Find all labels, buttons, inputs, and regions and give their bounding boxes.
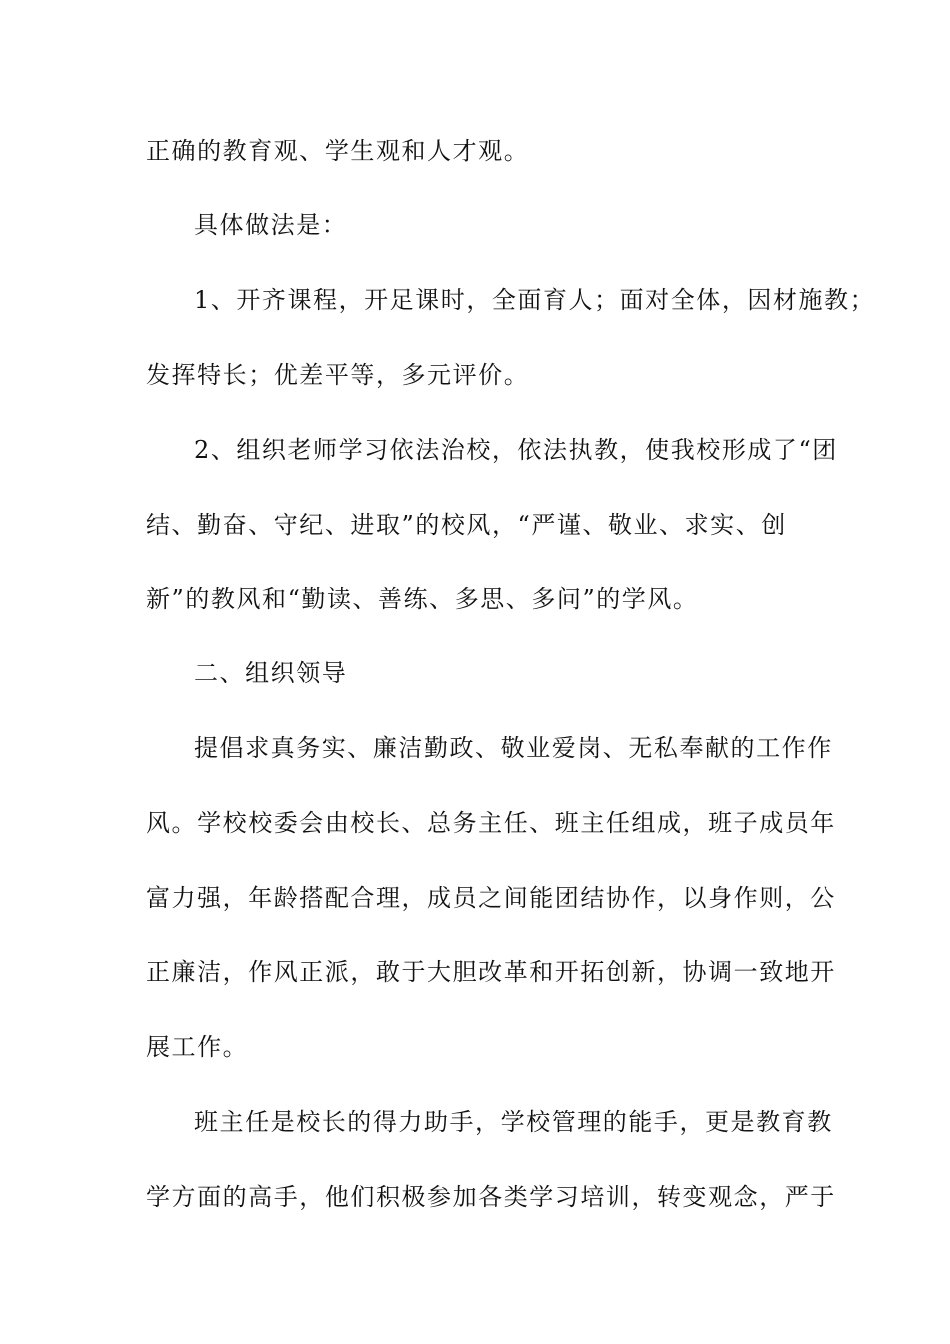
text-line-7: 新”的教风和“勤读、善练、多思、多问”的学风。 bbox=[146, 585, 699, 613]
section-heading: 二、组织领导 bbox=[194, 659, 348, 687]
text-line-14: 班主任是校长的得力助手，学校管理的能手，更是教育教 bbox=[194, 1108, 833, 1136]
text-line-3: 1、开齐课程，开足课时，全面育人；面对全体，因材施教； bbox=[194, 286, 876, 314]
text-line-13: 展工作。 bbox=[146, 1033, 249, 1061]
text-line-2: 具体做法是： bbox=[194, 211, 348, 239]
text-line-4: 发挥特长；优差平等，多元评价。 bbox=[146, 361, 530, 389]
text-line-15: 学方面的高手，他们积极参加各类学习培训，转变观念，严于 bbox=[146, 1183, 836, 1211]
text-line-12: 正廉洁，作风正派，敢于大胆改革和开拓创新，协调一致地开 bbox=[146, 958, 836, 986]
text-line-11: 富力强，年龄搭配合理，成员之间能团结协作，以身作则，公 bbox=[146, 884, 836, 912]
text-line-6: 结、勤奋、守纪、进取”的校风，“严谨、敬业、求实、创 bbox=[146, 511, 787, 539]
text-line-5: 2、组织老师学习依法治校，依法执教，使我校形成了“团 bbox=[194, 436, 838, 464]
text-line-9: 提倡求真务实、廉洁勤政、敬业爱岗、无私奉献的工作作 bbox=[194, 734, 833, 762]
text-line-10: 风。学校校委会由校长、总务主任、班主任组成，班子成员年 bbox=[146, 809, 836, 837]
text-line-1: 正确的教育观、学生观和人才观。 bbox=[146, 137, 530, 165]
